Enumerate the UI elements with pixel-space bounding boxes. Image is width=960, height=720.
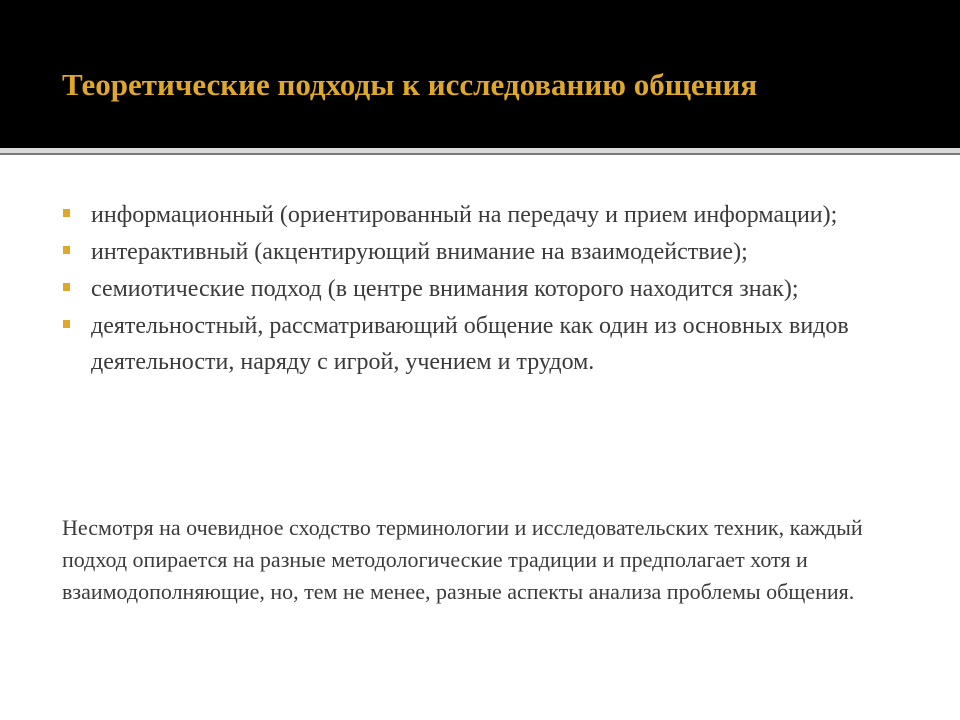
bullet-text: информационный (ориентированный на передачу и прием информации); [91, 202, 838, 228]
bullet-item-activity [62, 308, 932, 380]
bullet-text: семиотические подход (в центре внимания которого находится знак); [91, 276, 799, 302]
square-bullet-icon [63, 209, 70, 217]
square-bullet-icon [63, 283, 70, 291]
bullet-text: деятельностный, рассматривающий общение как один из основных видов деятельности, наряду с игрой, учением и трудом. [91, 313, 849, 375]
bullet-item-semiotic [62, 271, 932, 307]
bullet-list [62, 197, 932, 381]
square-bullet-icon [63, 246, 70, 254]
square-bullet-icon [63, 320, 70, 328]
title-divider-dark [0, 153, 960, 155]
bullet-item-interactive [62, 234, 932, 270]
summary-paragraph: Несмотря на очевидное сходство терминологии и исследовательских техник, каждый подход опирается на разные методологические традиции и предполагает хотя и взаимодополняющие, но, тем не менее, разные аспекты анализа проблемы общения. [62, 515, 863, 604]
bullet-text: интерактивный (акцентирующий внимание на взаимодействие); [91, 239, 748, 265]
bullet-item-informational [62, 197, 932, 233]
title-bar [0, 0, 960, 148]
slide-title: Теоретические подходы к исследованию общения [62, 67, 758, 102]
